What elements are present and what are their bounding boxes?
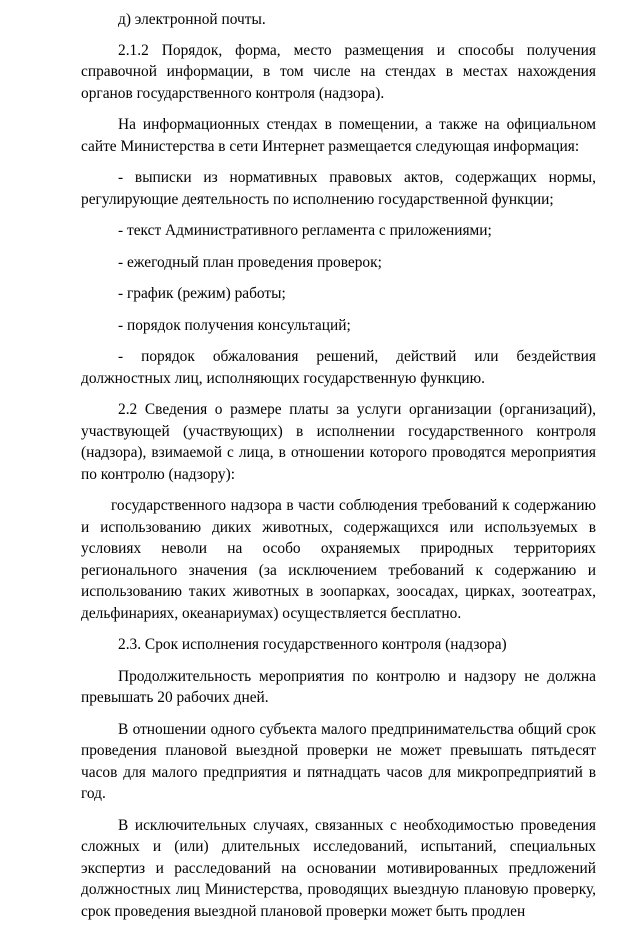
bullet-normative-acts: - выписки из нормативных правовых актов, содержащих нормы, регулирующие деятельность по исполнению государственной функции; xyxy=(81,169,596,208)
paragraph-email-item: д) электронной почты. xyxy=(118,11,266,28)
paragraph-duration-limit: Продолжительность мероприятия по контролю и надзору не должна превышать 20 рабочих дней. xyxy=(81,667,596,706)
paragraph-free-of-charge: государственного надзора в части соблюдения требований к содержанию и использованию диких животных, содержащихся или используемых в условиях неволи на особо охраняемых природных территориях регионального значения (за исключением требований к содержанию и использованию таких животных в зоопарках, зоосадах, цирках, зоотеатрах, дельфинариях, океанариумах) осуществляется бесплатно. xyxy=(81,497,596,622)
bullet-regulation-text: - текст Административного регламента с приложениями; xyxy=(118,222,492,239)
document-body xyxy=(81,9,596,932)
bullet-appeal-procedure: - порядок обжалования решений, действий или бездействия должностных лиц, исполняющих государственную функцию. xyxy=(81,348,596,387)
paragraph-section-2-3: 2.3. Срок исполнения государственного контроля (надзора) xyxy=(118,636,507,653)
paragraph-section-2-2: 2.2 Сведения о размере платы за услуги организации (организаций), участвующей (участвующих) в исполнении государственного контроля (надзора), взимаемой с лица, в отношении которого проводятся мероприятия по контролю (надзору): xyxy=(81,401,596,483)
paragraph-section-2-1-2: 2.1.2 Порядок, форма, место размещения и способы получения справочной информации, в том числе на стендах в местах нахождения органов государственного контроля (надзора). xyxy=(81,41,596,102)
paragraph-info-stands: На информационных стендах в помещении, а также на официальном сайте Министерства в сети Интернет размещается следующая информация: xyxy=(81,116,596,155)
bullet-consultations: - порядок получения консультаций; xyxy=(118,316,351,334)
bullet-inspection-plan: - ежегодный план проведения проверок; xyxy=(118,253,382,271)
paragraph-small-business: В отношении одного субъекта малого предпринимательства общий срок проведения плановой выездной проверки не может превышать пятьдесят часов для малого предприятия и пятнадцать часов для микропредприятий в год. xyxy=(81,720,596,802)
bullet-work-schedule: - график (режим) работы; xyxy=(118,285,286,302)
paragraph-exceptional-cases: В исключительных случаях, связанных с необходимостью проведения сложных и (или) длительных исследований, испытаний, специальных экспертиз и расследований на основании мотивированных предложений должностных лиц Министерства, проводящих выездную плановую проверку, срок проведения выездной плановой проверки может быть продлен xyxy=(81,816,596,920)
